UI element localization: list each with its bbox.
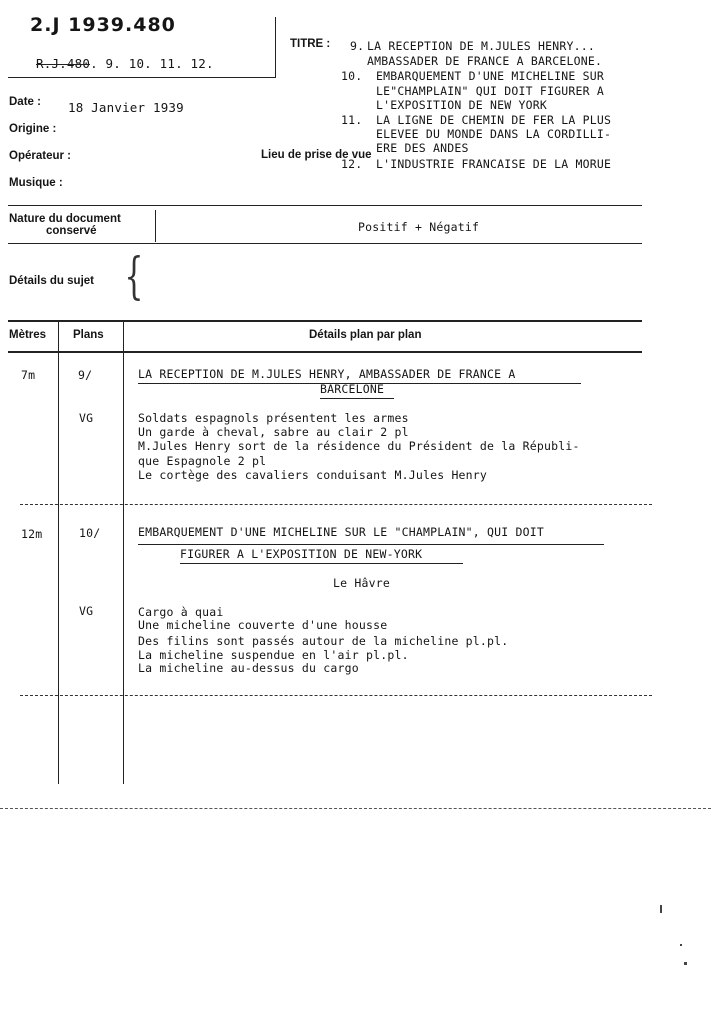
col-metres-header: Mètres [9,329,47,341]
entry-separator-1 [20,504,652,505]
col-divider-2 [123,322,124,784]
entry-2-title-line-2: FIGURER A L'EXPOSITION DE NEW-YORK [180,547,423,561]
title-9-num: 9. [350,39,365,53]
title-10-num: 10. [341,69,363,83]
col-plans-header: Plans [73,329,104,341]
nature-top-rule [8,205,642,206]
table-header-rule [8,351,642,353]
entry-separator-2 [20,695,652,696]
lieu-label: Lieu de prise de vue [261,149,372,161]
origine-label: Origine : [9,123,57,135]
title-9-line-2: AMBASSADER DE FRANCE A BARCELONE. [367,54,603,68]
musique-label: Musique : [9,177,63,189]
entry-1-shot-1: Soldats espagnols présentent les armes [138,411,409,425]
details-sujet-label: Détails du sujet [9,275,94,287]
entry-1-subplan: VG [79,411,94,425]
entry-2-shot-5: La micheline au-dessus du cargo [138,661,359,675]
reference-box-border [275,17,276,78]
nature-divider [155,210,156,242]
title-12-num: 12. [341,157,363,171]
reference-underline [8,77,276,78]
operateur-label: Opérateur : [9,150,71,162]
reference-line [36,56,214,71]
entry-2-title-line-1: EMBARQUEMENT D'UNE MICHELINE SUR LE "CHAMPLAIN", QUI DOIT [138,525,545,539]
nature-value: Positif + Négatif [358,220,480,234]
entry-1-title-line-2: BARCELONE [320,382,385,396]
entry-1-shot-2: Un garde à cheval, sabre au clair 2 pl [138,425,409,439]
entry-1-plan: 9/ [78,368,93,382]
entry-2-title-underline-1 [138,544,604,545]
titre-label: TITRE : [290,38,331,50]
page-fold-mark [0,808,711,809]
entry-1-shot-4: que Espagnole 2 pl [138,454,267,468]
col-divider-1 [58,322,59,784]
entry-2-shot-4: La micheline suspendue en l'air pl.pl. [138,648,409,662]
reference-numbers: . 9. 10. 11. 12. [90,56,214,71]
entry-2-subplan: VG [79,604,94,618]
scan-speck-1 [660,905,662,913]
date-value: 18 Janvier 1939 [68,100,184,115]
entry-2-plan: 10/ [79,526,101,540]
entry-1-metres: 7m [21,368,36,382]
entry-2-shot-3: Des filins sont passés autour de la micheline pl.pl. [138,634,509,648]
brace-glyph: { [124,247,144,305]
entry-1-title-line-1: LA RECEPTION DE M.JULES HENRY, AMBASSADER DE FRANCE A [138,367,516,381]
title-9-line-1: LA RECEPTION DE M.JULES HENRY... [367,39,595,53]
title-10-line-1: EMBARQUEMENT D'UNE MICHELINE SUR [376,69,604,83]
entry-2-metres: 12m [21,527,43,541]
table-top-rule [8,320,642,322]
date-label: Date : [9,96,41,108]
title-12-line-1: L'INDUSTRIE FRANCAISE DE LA MORUE [376,157,612,171]
nature-bottom-rule [8,243,642,244]
nature-label-1: Nature du document [9,213,121,225]
title-11-line-1: LA LIGNE DE CHEMIN DE FER LA PLUS [376,113,612,127]
title-11-line-2: ELEVEE DU MONDE DANS LA CORDILLI- [376,127,612,141]
title-10-line-3: L'EXPOSITION DE NEW YORK [376,98,547,112]
title-11-line-3: ERE DES ANDES [376,141,469,155]
title-11-num: 11. [341,113,363,127]
entry-2-place: Le Hâvre [333,576,390,590]
entry-2-shot-2: Une micheline couverte d'une housse [138,618,388,632]
scan-speck-2 [684,962,687,965]
col-details-header: Détails plan par plan [309,329,422,341]
entry-2-title-underline-2 [180,563,463,564]
entry-2-shot-1: Cargo à quai [138,605,224,619]
struck-reference: R.J.480 [36,56,91,71]
title-10-line-2: LE"CHAMPLAIN" QUI DOIT FIGURER A [376,84,604,98]
nature-label-2: conservé [46,225,97,237]
scan-speck-3 [680,944,682,946]
entry-1-shot-5: Le cortège des cavaliers conduisant M.Jules Henry [138,468,488,482]
entry-1-shot-3: M.Jules Henry sort de la résidence du Président de la Républi- [138,439,580,453]
handwritten-reference: 2.J 1939.480 [30,14,176,36]
entry-1-title-underline-2 [320,398,394,399]
